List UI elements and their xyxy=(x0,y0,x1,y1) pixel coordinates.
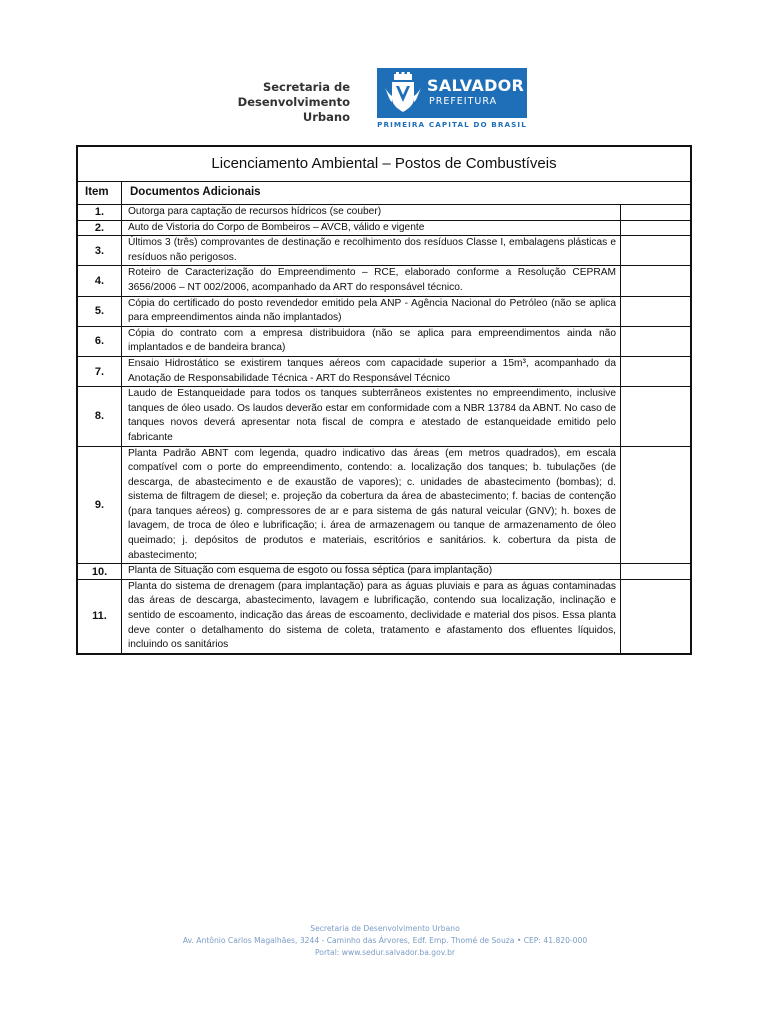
row-document-description: Auto de Vistoria do Corpo de Bombeiros – AVCB, válido e vigente xyxy=(122,221,621,236)
table-row xyxy=(78,580,690,653)
city-coat-of-arms-icon xyxy=(383,72,423,114)
row-checkbox-cell xyxy=(621,357,690,386)
column-header-documents: Documentos Adicionais xyxy=(130,186,261,198)
logo-box xyxy=(377,68,527,118)
row-document-description: Roteiro de Caracterização do Empreendimento – RCE, elaborado conforme a Resolução CEPRAM 3656/2006 – NT 002/2006, acompanhado da ART do responsável técnico. xyxy=(122,266,621,295)
row-document-description: Laudo de Estanqueidade para todos os tanques subterrâneos existentes no empreendimento, inclusive tanques de óleo usado. Os laudos deverão estar em conformidade com a NBR 13784 da ABNT. No caso de tanques novos deverá apresentar nota fiscal de compra e atestado de estanqueidade emitido pelo fabricante xyxy=(122,387,621,445)
row-item-number: 6. xyxy=(78,327,122,356)
row-checkbox-cell xyxy=(621,221,690,236)
row-checkbox-cell xyxy=(621,564,690,579)
row-item-number: 8. xyxy=(78,387,122,445)
row-item-number: 4. xyxy=(78,266,122,295)
table-row xyxy=(78,387,690,446)
requirements-table xyxy=(76,145,692,655)
row-checkbox-cell xyxy=(621,297,690,326)
logo-city-name: SALVADOR xyxy=(427,76,525,95)
row-document-description: Últimos 3 (três) comprovantes de destinação e recolhimento dos resíduos Classe I, embalagens plásticas e resíduos não perigosos. xyxy=(122,236,621,265)
secretaria-line: Urbano xyxy=(302,110,350,124)
salvador-logo xyxy=(377,68,527,128)
table-row xyxy=(78,266,690,296)
row-item-number: 1. xyxy=(78,205,122,220)
row-item-number: 3. xyxy=(78,236,122,265)
secretaria-line: Desenvolvimento xyxy=(237,95,350,109)
table-header-row xyxy=(78,182,690,205)
row-document-description: Outorga para captação de recursos hídricos (se couber) xyxy=(122,205,621,220)
table-row xyxy=(78,205,690,221)
row-document-description: Cópia do contrato com a empresa distribuidora (não se aplica para empreendimentos ainda não implantados e de bandeira branca) xyxy=(122,327,621,356)
table-row xyxy=(78,357,690,387)
document-title: Licenciamento Ambiental – Postos de Combustíveis xyxy=(78,147,690,182)
row-item-number: 2. xyxy=(78,221,122,236)
page-footer xyxy=(0,923,770,959)
table-row xyxy=(78,221,690,237)
footer-secretaria: Secretaria de Desenvolvimento Urbano xyxy=(310,924,460,933)
row-document-description: Ensaio Hidrostático se existirem tanques aéreos com capacidade superior a 15m³, acompanhado da Anotação de Responsabilidade Técnica - ART do Responsável Técnico xyxy=(122,357,621,386)
row-checkbox-cell xyxy=(621,327,690,356)
logo-slogan: PRIMEIRA CAPITAL DO BRASIL xyxy=(377,120,527,129)
column-header-item: Item xyxy=(78,182,122,204)
table-row xyxy=(78,564,690,580)
row-checkbox-cell xyxy=(621,236,690,265)
footer-address: Av. Antônio Carlos Magalhães, 3244 - Caminho das Árvores, Edf. Emp. Thomé de Souza • CEP: 41.820-000 xyxy=(182,936,588,945)
row-item-number: 9. xyxy=(78,447,122,564)
table-row xyxy=(78,447,690,565)
row-checkbox-cell xyxy=(621,266,690,295)
table-body xyxy=(78,205,690,653)
table-row xyxy=(78,327,690,357)
row-item-number: 7. xyxy=(78,357,122,386)
row-checkbox-cell xyxy=(621,205,690,220)
row-checkbox-cell xyxy=(621,580,690,653)
secretaria-name xyxy=(230,80,350,125)
footer-portal: Portal: www.sedur.salvador.ba.gov.br xyxy=(314,948,456,957)
row-item-number: 10. xyxy=(78,564,122,579)
row-checkbox-cell xyxy=(621,387,690,445)
row-item-number: 5. xyxy=(78,297,122,326)
row-document-description: Planta Padrão ABNT com legenda, quadro indicativo das áreas (em metros quadrados), em escala compatível com o porte do empreendimento, contendo: a. localização dos tanques; b. tubulações (de descarga, de abastecimento e de exaustão de vapores); c. unidades de abastecimento (bombas); d. sistema de filtragem de diesel; e. projeção da cobertura da área de abastecimento; f. bacias de contenção (para tanques aéreos) g. compressores de ar e para sistema de gás natural veicular (GNV); h. boxes de lavagem, de troca de óleo e lubrificação; i. área de armazenagem ou tanque de armazenamento de óleo queimado; j. depósitos de produtos e materiais, escritórios e sanitários. k. cobertura da pista de abastecimento; xyxy=(122,447,621,564)
row-document-description: Planta do sistema de drenagem (para implantação) para as águas pluviais e para as águas contaminadas das áreas de descarga, abastecimento, lavagem e lubrificação, contendo sua localização, inclinação e sentido de escoamento, indicação das áreas de escoamento, declividade e material dos pisos. Essa planta deve conter o detalhamento do sistema de coleta, tratamento e afastamento dos efluentes líquidos, incluindo os sanitários xyxy=(122,580,621,653)
row-document-description: Planta de Situação com esquema de esgoto ou fossa séptica (para implantação) xyxy=(122,564,621,579)
row-item-number: 11. xyxy=(78,580,122,653)
row-checkbox-cell xyxy=(621,447,690,564)
page-header xyxy=(0,68,770,132)
table-row xyxy=(78,297,690,327)
logo-subtitle: PREFEITURA xyxy=(429,96,498,107)
secretaria-line: Secretaria de xyxy=(262,80,350,94)
table-row xyxy=(78,236,690,266)
row-document-description: Cópia do certificado do posto revendedor emitido pela ANP - Agência Nacional do Petróleo (não se aplica para empreendimentos ainda não implantados) xyxy=(122,297,621,326)
